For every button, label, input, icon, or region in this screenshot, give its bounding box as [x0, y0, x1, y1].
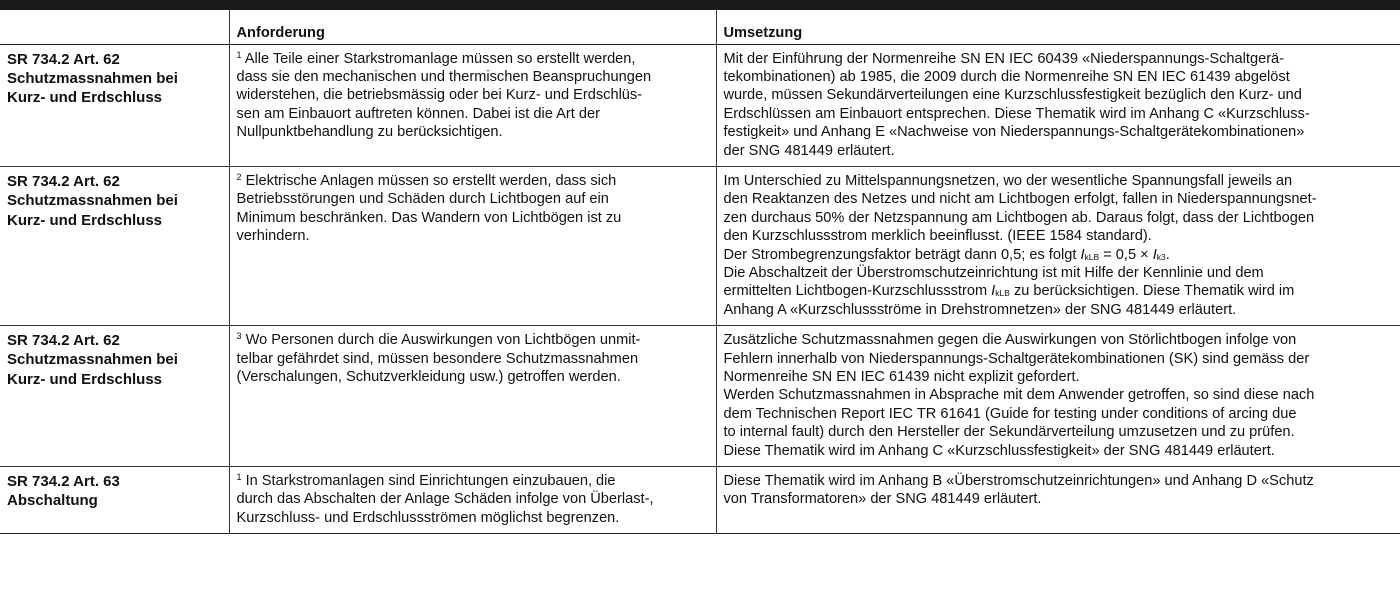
row-subject: Kurz- und Erdschluss: [7, 211, 163, 229]
row-subject: Schutzmassnahmen bei: [7, 351, 178, 369]
requirement-line: Betriebsstörungen und Schäden durch Lichtbogen auf ein: [236, 191, 609, 208]
implementation-cell: [716, 326, 1400, 467]
implementation-line: dem Technischen Report IEC TR 61641 (Guide for testing under conditions of arcing due: [723, 405, 1297, 422]
requirement-line: widerstehen, die betriebsmässig oder bei Kurz- und Erdschlüs-: [236, 87, 643, 104]
requirement-line: dass sie den mechanischen und thermischen Beanspruchungen: [236, 68, 652, 85]
implementation-line: tekombinationen) ab 1985, die 2009 durch die Normenreihe SN EN IEC 61439 abgelöst: [723, 68, 1290, 85]
header-reference: [0, 10, 229, 44]
implementation-line: Zusätzliche Schutzmassnahmen gegen die Auswirkungen von Störlichtbogen infolge von: [723, 332, 1297, 349]
implementation-line: Diese Thematik wird im Anhang C «Kurzschlussfestigkeit» der SNG 481449 erläutert.: [723, 442, 1275, 459]
table-row: [0, 44, 1400, 166]
row-reference: SR 734.2 Art. 62: [7, 50, 120, 68]
requirement-line: $^3$ Wo Personen durch die Auswirkungen von Lichtbögen unmit-: [236, 331, 641, 349]
paragraph-number: 1: [236, 49, 242, 60]
implementation-line: Werden Schutzmassnahmen in Absprache mit dem Anwender getroffen, so sind diese nach: [723, 387, 1315, 404]
requirement-line: verhindern.: [236, 228, 310, 245]
row-subject: Kurz- und Erdschluss: [7, 370, 163, 388]
header-implementation: Umsetzung: [716, 10, 1400, 44]
paragraph-number: 2: [236, 171, 242, 182]
implementation-line: Diese Thematik wird im Anhang B «Überstromschutzeinrichtungen» und Anhang D «Schutz: [723, 473, 1314, 490]
row-reference: SR 734.2 Art. 63: [7, 473, 120, 491]
implementation-line: Im Unterschied zu Mittelspannungsnetzen, wo der wesentliche Spannungsfall jeweils an: [723, 172, 1293, 189]
table-header-row: [0, 10, 1400, 44]
row-subject: Schutzmassnahmen bei: [7, 192, 178, 210]
paragraph-number: 1: [236, 472, 242, 483]
requirement-cell: [229, 166, 716, 325]
requirement-line: (Verschalungen, Schutzverkleidung usw.) getroffen werden.: [236, 369, 621, 385]
row-reference: SR 734.2 Art. 62: [7, 172, 120, 190]
row-label: [0, 326, 229, 467]
requirement-cell: [229, 326, 716, 467]
row-label: [0, 467, 229, 534]
implementation-line: Anhang A «Kurzschlussströme in Drehstromnetzen» der SNG 481449 erläutert.: [723, 301, 1237, 318]
table-row: [0, 166, 1400, 325]
implementation-line: Die Abschaltzeit der Überstromschutzeinrichtung ist mit Hilfe der Kennlinie und dem: [723, 264, 1264, 281]
implementation-cell: [716, 44, 1400, 166]
requirement-cell: [229, 44, 716, 166]
implementation-line: Normenreihe SN EN IEC 61439 nicht explizit gefordert.: [723, 369, 1080, 385]
table-row: [0, 467, 1400, 534]
implementation-line: Mit der Einführung der Normenreihe SN EN IEC 60439 «Niederspannungs-Schaltgerä-: [723, 50, 1285, 67]
implementation-line: Erdschlüssen am Einbauort entsprechen. Diese Thematik wird im Anhang C «Kurzschluss-: [723, 105, 1310, 122]
row-subject: Kurz- und Erdschluss: [7, 89, 163, 107]
implementation-line: Fehlern innerhalb von Niederspannungs-Schaltgerätekombinationen (SK) sind gemäss der: [723, 350, 1310, 367]
implementation-line: zen durchaus 50% der Netzspannung am Lichtbogen ab. Daraus folgt, dass der Lichtbogen: [723, 209, 1315, 226]
top-rule: [0, 0, 1400, 10]
requirements-table: [0, 10, 1400, 534]
requirement-line: Kurzschluss- und Erdschlussströmen möglichst begrenzen.: [236, 509, 620, 526]
row-subject: Schutzmassnahmen bei: [7, 69, 178, 87]
requirement-line: durch das Abschalten der Anlage Schäden infolge von Überlast-,: [236, 491, 654, 508]
row-reference: SR 734.2 Art. 62: [7, 332, 120, 350]
requirement-line: $^2$ Elektrische Anlagen müssen so erstellt werden, dass sich: [236, 171, 617, 189]
implementation-line: von Transformatoren» der SNG 481449 erläutert.: [723, 491, 1042, 508]
requirement-line: sen am Einbauort auftreten können. Dabei ist die Art der: [236, 105, 600, 122]
row-subject: Abschaltung: [7, 492, 98, 510]
implementation-line: to internal fault) durch den Hersteller der Sekundärverteilung umzusetzen und zu prüfen.: [723, 424, 1295, 441]
header-requirement: Anforderung: [229, 10, 716, 44]
implementation-line: ermittelten Lichtbogen-Kurzschlussstrom $I_{kLB}$ zu berücksichtigen. Diese Thematik wird im: [723, 283, 1295, 300]
implementation-cell: [716, 467, 1400, 534]
implementation-cell: [716, 166, 1400, 325]
implementation-line: der SNG 481449 erläutert.: [723, 142, 895, 159]
row-label: [0, 166, 229, 325]
requirement-line: Minimum beschränken. Das Wandern von Lichtbögen ist zu: [236, 209, 622, 226]
implementation-line: wurde, müssen Sekundärverteilungen eine Kurzschlussfestigkeit bezüglich den Kurz- und: [723, 87, 1302, 104]
paragraph-number: 3: [236, 331, 242, 342]
implementation-line: den Reaktanzen des Netzes und nicht am Lichtbogen erfolgt, fallen in Niederspannungsnet-: [723, 191, 1317, 208]
table-row: [0, 326, 1400, 467]
formula-line: Der Strombegrenzungsfaktor beträgt dann 0,5; es folgt $I_{kLB} = 0,5 \times I_{k3}$.: [723, 246, 1170, 263]
requirement-line: $^1$ Alle Teile einer Starkstromanlage müssen so erstellt werden,: [236, 49, 636, 67]
implementation-line: festigkeit» und Anhang E «Nachweise von Niederspannungs-Schaltgerätekombinationen»: [723, 124, 1305, 141]
requirement-line: Nullpunktbehandlung zu berücksichtigen.: [236, 124, 503, 141]
implementation-line: den Kurzschlussstrom merklich beeinflusst. (IEEE 1584 standard).: [723, 228, 1152, 245]
requirement-line: $^1$ In Starkstromanlagen sind Einrichtungen einzubauen, die: [236, 472, 616, 490]
row-label: [0, 44, 229, 166]
requirement-line: telbar gefährdet sind, müssen besondere Schutzmassnahmen: [236, 350, 639, 367]
requirement-cell: [229, 467, 716, 534]
